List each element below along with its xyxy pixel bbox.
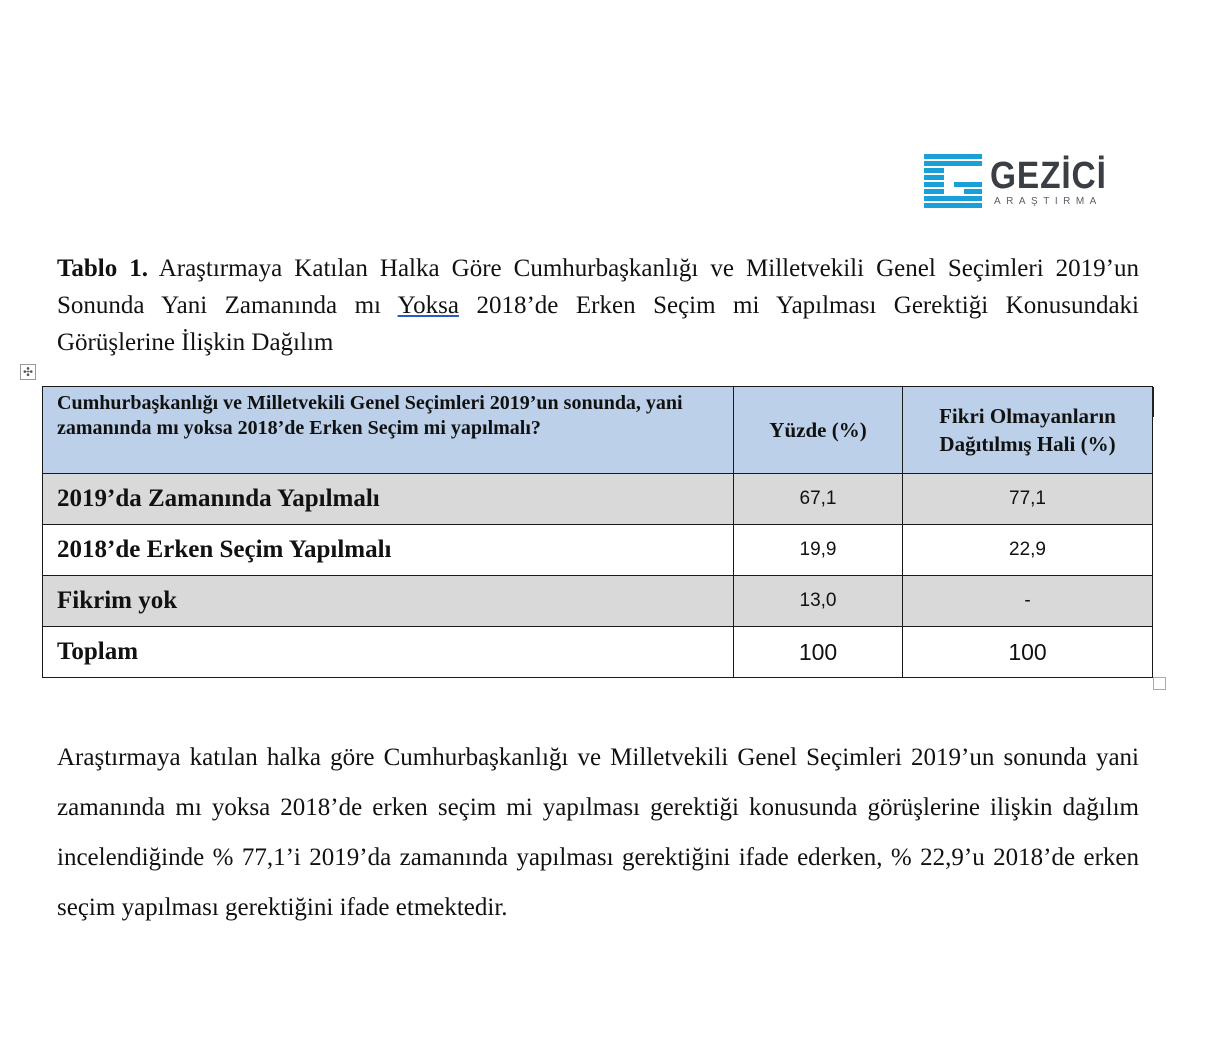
caption-underlined-word: Yoksa <box>397 292 459 319</box>
logo-g-icon <box>924 154 982 208</box>
logo-subtitle: ARAŞTIRMA <box>994 196 1102 207</box>
table-row <box>43 474 1153 525</box>
row-percent: 13,0 <box>734 576 903 627</box>
header-question: Cumhurbaşkanlığı ve Milletvekili Genel Seçimleri 2019’un sonunda, yani zamanında mı yoksa 2018’de Erken Seçim mi yapılmalı? <box>43 387 734 474</box>
table-label: Tablo 1. <box>57 255 149 282</box>
header-distributed: Fikri Olmayanların Dağıtılmış Hali (%) <box>903 387 1153 474</box>
header-percent: Yüzde (%) <box>734 387 903 474</box>
table-resize-icon[interactable] <box>1153 677 1166 690</box>
row-percent: 67,1 <box>734 474 903 525</box>
column-resize-cursor <box>1152 387 1154 417</box>
row-distributed: 22,9 <box>903 525 1153 576</box>
table-row <box>43 576 1153 627</box>
table-caption <box>57 250 1139 361</box>
row-percent: 19,9 <box>734 525 903 576</box>
table-row <box>43 525 1153 576</box>
gezici-logo <box>924 154 1114 210</box>
table-row-total <box>43 627 1153 678</box>
caption-text-start: Araştırmaya Katılan Halka Göre Cumhurbaşkanlığı ve Milletvekili Genel Seçimleri 2019’un Sonunda Yani Zamanında mı <box>57 255 1140 319</box>
row-label: Fikrim yok <box>43 576 734 627</box>
table-move-icon[interactable]: ✣ <box>20 364 36 380</box>
row-label: 2019’da Zamanında Yapılmalı <box>43 474 734 525</box>
row-label: 2018’de Erken Seçim Yapılmalı <box>43 525 734 576</box>
table-header-row <box>43 387 1153 474</box>
row-distributed: 100 <box>903 627 1153 678</box>
caption-text-end: 2018’de Erken Seçim mi Yapılması Gerektiği Konusundaki Görüşlerine İlişkin Dağılım <box>57 292 1139 356</box>
row-distributed: - <box>903 576 1153 627</box>
row-distributed: 77,1 <box>903 474 1153 525</box>
row-label: Toplam <box>43 627 734 678</box>
row-percent: 100 <box>734 627 903 678</box>
body-paragraph: Araştırmaya katılan halka göre Cumhurbaşkanlığı ve Milletvekili Genel Seçimleri 2019’un sonunda yani zamanında mı yoksa 2018’de erken seçim mi yapılması gerektiği konusunda görüşlerine ilişkin dağılım incelendiğinde % 77,1’i 2019’da zamanında yapılması gerektiğini ifade ederken, % 22,9’u 2018’de erken seçim yapılması gerektiğini ifade etmektedir. <box>57 744 1139 921</box>
results-table <box>42 386 1153 678</box>
logo-name: GEZİCİ <box>990 155 1107 197</box>
